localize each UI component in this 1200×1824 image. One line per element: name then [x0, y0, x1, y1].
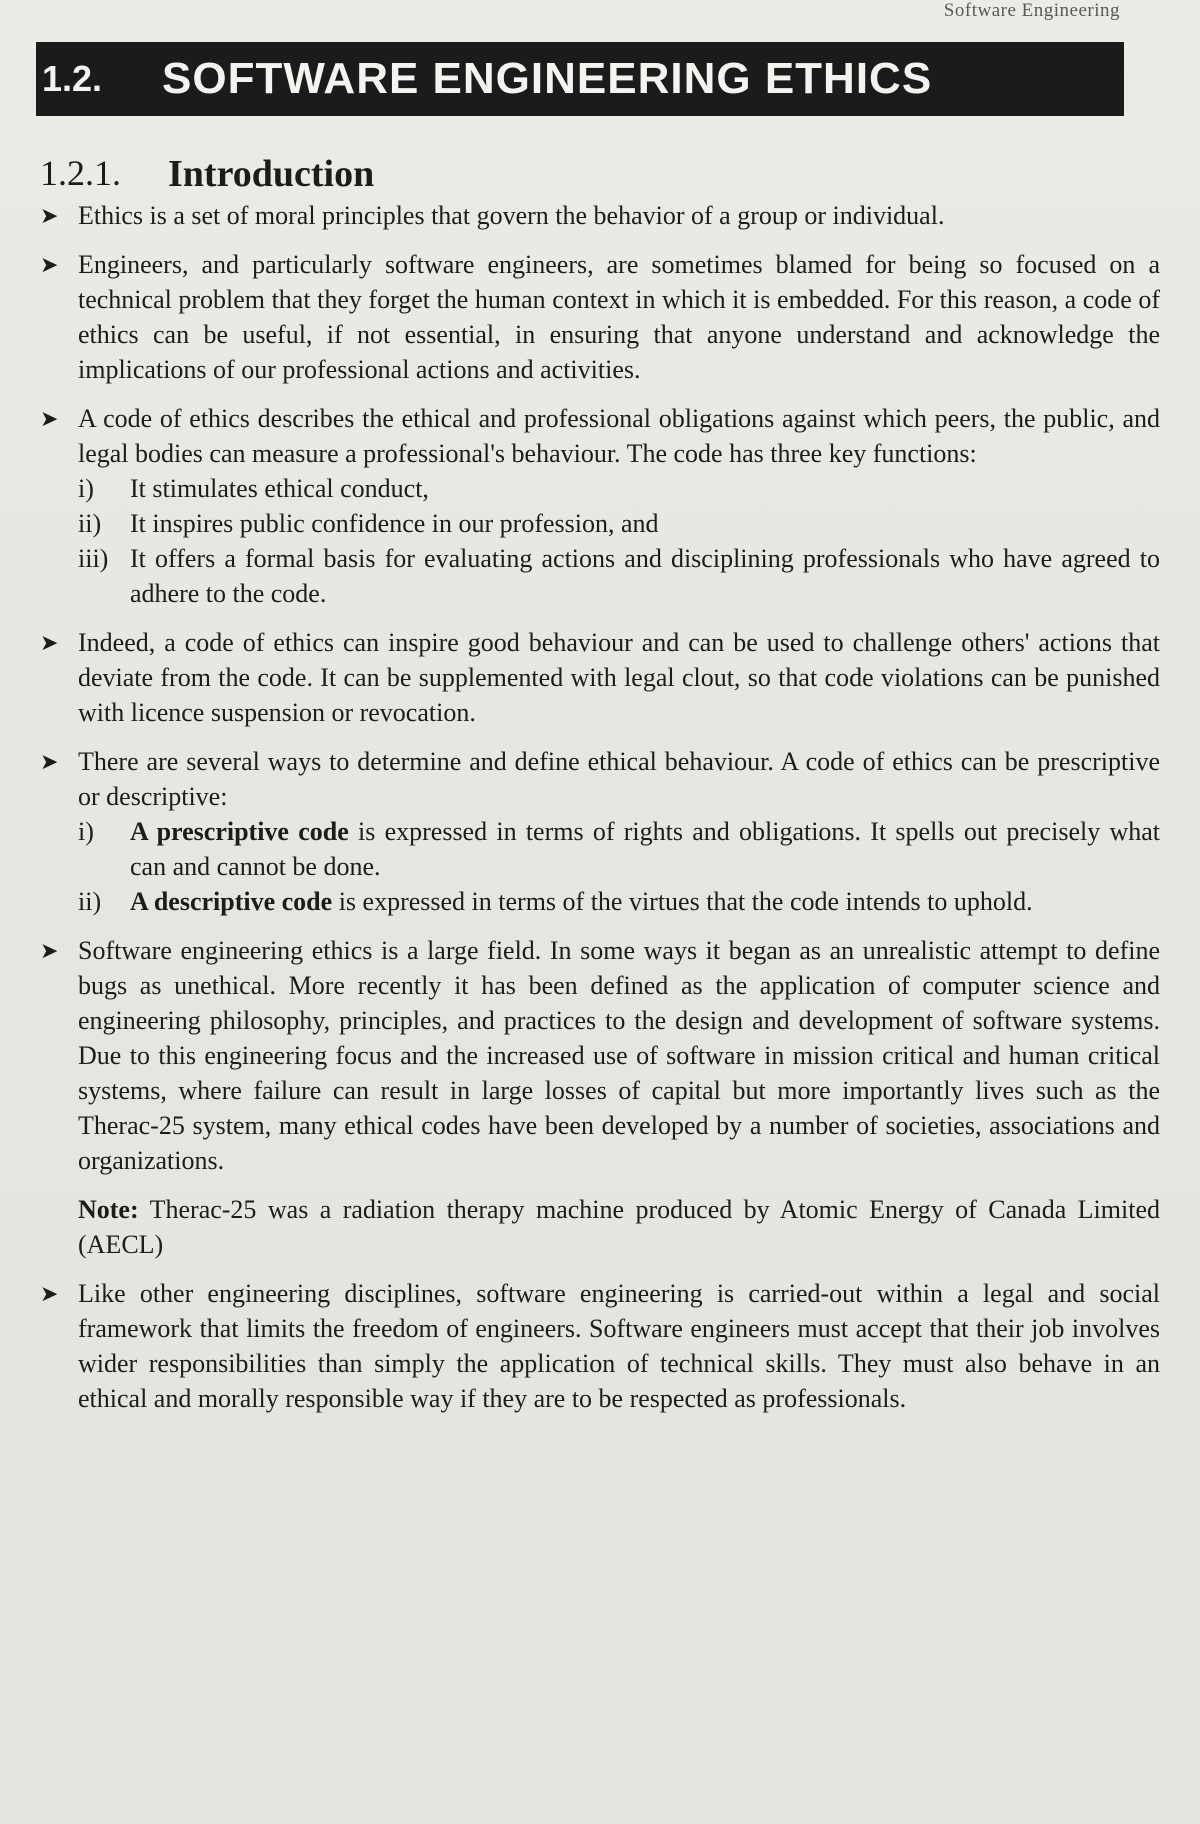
section-number: 1.2. [42, 58, 103, 99]
arrow-bullet-icon: ➤ [40, 203, 59, 228]
bullet-text: Software engineering ethics is a large field. In some ways it began as an unrealistic attempt to define bugs as unethical. More recently it has been defined as the application of computer science and engineering philosophy, principles, and practices to the design and development of software systems. Due to this engineering focus and the increased use of software in mission critical and human critical systems, where failure can result in large losses of capital but more importantly lives such as the Therac-25 system, many ethical codes have been developed by a number of societies, associations and organizations. [78, 936, 1160, 1175]
note-block [40, 1192, 1160, 1262]
bullet-item [40, 401, 1160, 611]
function-text: It offers a formal basis for evaluating actions and disciplining professionals who have agreed to adhere to the code. [130, 544, 1160, 608]
section-title: SOFTWARE ENGINEERING ETHICS [162, 54, 933, 103]
section-banner [36, 42, 1124, 116]
note-text: Therac-25 was a radiation therapy machine produced by Atomic Energy of Canada Limited (AECL) [78, 1195, 1160, 1259]
function-item [78, 541, 1160, 611]
code-type-term: A descriptive code [130, 887, 333, 916]
list-marker: ii) [78, 509, 102, 538]
subsection-heading [40, 152, 374, 196]
bullet-text: Ethics is a set of moral principles that govern the behavior of a group or individual. [78, 201, 945, 230]
code-type-text: is expressed in terms of the virtues that the code intends to uphold. [332, 887, 1033, 916]
code-type-term: A prescriptive code [130, 817, 349, 846]
running-header: Software Engineering [943, 0, 1120, 21]
subsection-number: 1.2.1. [40, 153, 121, 193]
list-marker: iii) [78, 544, 109, 573]
function-item [78, 506, 1160, 541]
code-type-item [78, 884, 1160, 919]
body-content [40, 198, 1160, 1430]
bullet-text: Indeed, a code of ethics can inspire good behaviour and can be used to challenge others' actions that deviate from the code. It can be supplemented with legal clout, so that code violations can be punished with licence suspension or revocation. [78, 628, 1160, 727]
list-marker: i) [78, 474, 94, 503]
code-type-item [78, 814, 1160, 884]
subsection-title: Introduction [168, 153, 375, 195]
bullet-text: There are several ways to determine and define ethical behaviour. A code of ethics can be prescriptive or descriptive: [78, 747, 1160, 811]
function-text: It inspires public confidence in our profession, and [130, 509, 659, 538]
bullet-text: Engineers, and particularly software engineers, are sometimes blamed for being so focused on a technical problem that they forget the human context in which it is embedded. For this reason, a code of ethics can be useful, if not essential, in ensuring that anyone understand and acknowledge the implications of our professional actions and activities. [78, 250, 1160, 384]
bullet-item [40, 198, 1160, 233]
bullet-item [40, 625, 1160, 730]
arrow-bullet-icon: ➤ [40, 406, 59, 431]
bullet-item [40, 1276, 1160, 1416]
arrow-bullet-icon: ➤ [40, 938, 59, 963]
arrow-bullet-icon: ➤ [40, 1281, 59, 1306]
code-type-text: is expressed in terms of rights and obligations. It spells out precisely what can and cannot be done. [130, 817, 1160, 881]
function-text: It stimulates ethical conduct, [130, 474, 429, 503]
bullet-text: Like other engineering disciplines, software engineering is carried-out within a legal and social framework that limits the freedom of engineers. Software engineers must accept that their job involves wider responsibilities than simply the application of technical skills. They must also behave in an ethical and morally responsible way if they are to be respected as professionals. [78, 1279, 1160, 1413]
bullet-item [40, 933, 1160, 1178]
bullet-item [40, 744, 1160, 919]
arrow-bullet-icon: ➤ [40, 252, 59, 277]
note-label: Note: [78, 1195, 139, 1224]
bullet-item [40, 247, 1160, 387]
list-marker: ii) [78, 887, 102, 916]
arrow-bullet-icon: ➤ [40, 749, 59, 774]
arrow-bullet-icon: ➤ [40, 630, 59, 655]
function-item [78, 471, 1160, 506]
list-marker: i) [78, 817, 94, 846]
bullet-text: A code of ethics describes the ethical and professional obligations against which peers, the public, and legal bodies can measure a professional's behaviour. The code has three key functions: [78, 404, 1160, 468]
